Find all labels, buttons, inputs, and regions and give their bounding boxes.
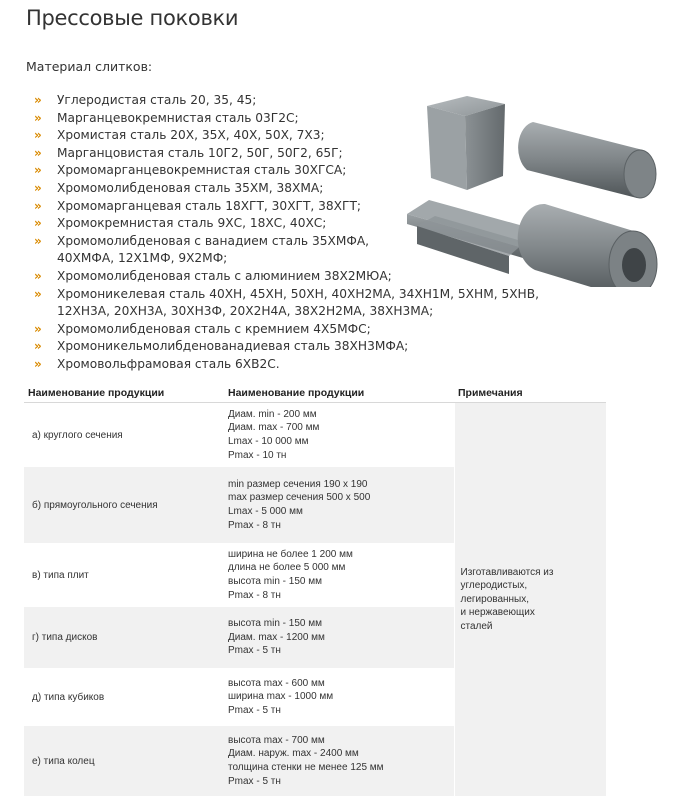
list-item: » Хромокремнистая сталь 9ХС, 18ХС, 40ХС; (34, 215, 564, 233)
bullet-icon: » (34, 356, 42, 374)
bullet-icon: » (34, 215, 42, 233)
round-bar-icon (518, 122, 656, 198)
list-item: » Хромомарганцевокремнистая сталь 30ХГСА; (34, 162, 564, 180)
list-item: » Марганцевокремнистая сталь 03Г2С; (34, 110, 564, 128)
list-item: » Хромоникелевая сталь 40ХН, 45ХН, 50ХН, 40ХН2МА, 34ХН1М, 5ХНМ, 5ХНВ, 12ХН3А, 20ХН3А, 30ХН3Ф, 20Х2Н4А, 38Х2Н2МА, 38ХН3МА; (34, 286, 557, 321)
list-item: » Хромистая сталь 20Х, 35Х, 40Х, 50Х, 7Х3; (34, 127, 564, 145)
list-item: » Хромомолибденовая с ванадием сталь 35ХМФА, 40ХМФА, 12Х1МФ, 9Х2МФ; (34, 233, 402, 268)
bullet-icon: » (34, 145, 42, 163)
forgings-photo (405, 92, 675, 287)
product-specs-cell: высота min - 150 мм Диам. max - 1200 мм Pmax - 5 тн (224, 607, 454, 668)
list-item: » Хромомолибденовая сталь 35ХМ, 38ХМА; (34, 180, 564, 198)
column-header-product: Наименование продукции (24, 380, 224, 403)
list-item: » Марганцовистая сталь 10Г2, 50Г, 50Г2, 65Г; (34, 145, 564, 163)
list-item: » Хромоникельмолибденованадиевая сталь 38ХН3МФА; (34, 338, 564, 356)
material-label: Материал слитков: (26, 59, 152, 74)
bullet-icon: » (34, 180, 42, 198)
product-name-cell: е) типа колец (24, 726, 224, 796)
product-specs-cell: ширина не более 1 200 мм длина не более 5 000 мм высота min - 150 мм Pmax - 8 тн (224, 543, 454, 607)
page-title: Прессовые поковки (26, 6, 238, 30)
bullet-icon: » (34, 162, 42, 180)
bullet-icon: » (34, 321, 42, 339)
list-item: » Хромомолибденовая сталь с алюминием 38Х2МЮА; (34, 268, 564, 286)
bullet-icon: » (34, 233, 42, 251)
products-table (24, 380, 606, 796)
bullet-icon: » (34, 286, 42, 304)
column-header-product-2: Наименование продукции (224, 380, 454, 403)
product-name-cell: б) прямоугольного сечения (24, 467, 224, 543)
product-specs-cell: высота max - 600 мм ширина max - 1000 мм Pmax - 5 тн (224, 668, 454, 726)
bullet-icon: » (34, 92, 42, 110)
product-specs-cell: min размер сечения 190 х 190 max размер сечения 500 х 500 Lmax - 5 000 мм Pmax - 8 тн (224, 467, 454, 543)
product-name-cell: а) круглого сечения (24, 403, 224, 468)
notes-cell: Изготавливаются из углеродистых, легированных, и нержавеющих сталей (454, 403, 606, 796)
list-item: » Хромомарганцевая сталь 18ХГТ, 30ХГТ, 38ХГТ; (34, 198, 564, 216)
ring-forging-icon (518, 204, 657, 287)
bullet-icon: » (34, 127, 42, 145)
list-item: » Хромомолибденовая сталь с кремнием 4Х5МФС; (34, 321, 564, 339)
product-name-cell: д) типа кубиков (24, 668, 224, 726)
list-item: » Хромовольфрамовая сталь 6ХВ2С. (34, 356, 564, 374)
product-name-cell: в) типа плит (24, 543, 224, 607)
cube-forging-icon (427, 96, 505, 190)
product-specs-cell: Диам. min - 200 мм Диам. max - 700 мм Lmax - 10 000 мм Pmax - 10 тн (224, 403, 454, 468)
bullet-icon: » (34, 338, 42, 356)
product-specs-cell: высота max - 700 мм Диам. наруж. max - 2400 мм толщина стенки не менее 125 мм Pmax - 5 тн (224, 726, 454, 796)
product-name-cell: г) типа дисков (24, 607, 224, 668)
bullet-icon: » (34, 268, 42, 286)
bullet-icon: » (34, 198, 42, 216)
list-item: » Углеродистая сталь 20, 35, 45; (34, 92, 564, 110)
column-header-notes: Примечания (454, 380, 606, 403)
bullet-icon: » (34, 110, 42, 128)
table-row (24, 403, 606, 468)
